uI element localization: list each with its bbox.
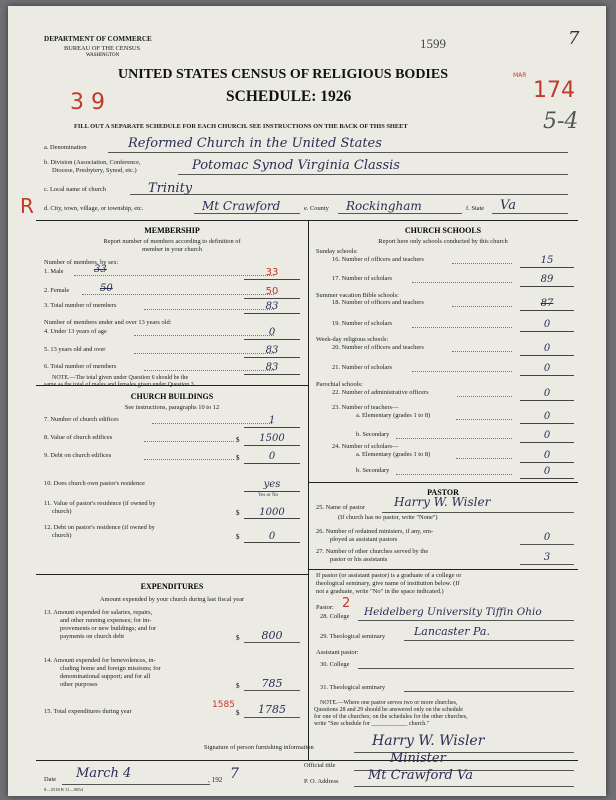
instruction-line: FILL OUT A SEPARATE SCHEDULE FOR EACH CHURCH. SEE INSTRUCTIONS ON THE BACK OF THIS SHEET	[74, 123, 408, 130]
q24b-row: b. Secondary 0	[356, 467, 576, 481]
q15-red-value: 1585	[212, 700, 235, 710]
q10-residence-row: 10. Does church own pastor's residence yes Yes or No	[44, 480, 304, 494]
schedule-title: SCHEDULE: 1926	[226, 88, 352, 105]
red-stamp: MAR	[513, 72, 527, 79]
red-r-mark: R	[20, 194, 34, 218]
q7-edifices-row: 7. Number of church edifices 1	[44, 416, 304, 430]
membership-intro-1: Report number of members according to definition of	[103, 238, 241, 245]
q19-row: 19. Number of scholars 0	[332, 320, 576, 334]
pastor-red-mark: 2	[342, 596, 351, 611]
local-name-value: Trinity	[148, 181, 193, 196]
q24-label: 24. Number of scholars—	[332, 443, 399, 450]
age-intro: Number of members under and over 13 years old:	[44, 319, 172, 326]
division-label-1: b. Division (Association, Conference,	[44, 159, 141, 166]
q6-total-row: 6. Total number of members 83	[44, 363, 304, 377]
q1-male-value: 33	[265, 267, 279, 278]
q19-value: 0	[543, 319, 551, 330]
city-value: Mt Crawford	[202, 199, 281, 213]
q13-label-4: payments on church debt	[60, 633, 125, 640]
bureau-name: BUREAU OF THE CENSUS	[64, 45, 141, 52]
division-label-2: Diocese, Presbytery, Synod, etc.)	[52, 167, 137, 174]
parochial-label: Parochial schools:	[316, 381, 363, 388]
q8-value-row: 8. Value of church edifices $ 1500	[44, 434, 304, 448]
q13-value: 800	[261, 629, 283, 642]
schools-intro: Report here only schools conducted by this church	[378, 238, 508, 245]
grad-intro-3: not a graduate, write "No" in the space indicated.)	[316, 588, 444, 595]
county-label: e. County	[304, 205, 329, 212]
q9-debt-row: 9. Debt on church edifices $ 0	[44, 452, 304, 466]
q7-edifices-value: 1	[268, 415, 276, 426]
q25-hint: (If church has no pastor, write "None")	[338, 514, 438, 521]
q26-label-1: 26. Number of ordained ministers, if any, em-	[316, 528, 434, 535]
year-value: 7	[230, 766, 239, 782]
state-label: f. State	[466, 205, 485, 212]
pastor-note-3: for one of the churches; on the schedules for the other churches,	[314, 714, 468, 720]
q17-row: 17. Number of scholars 89	[332, 275, 576, 289]
city-name: WASHINGTON	[86, 53, 120, 58]
signature-label: Signature of person furnishing information	[204, 744, 314, 751]
q29-label: 29. Theological seminary	[320, 633, 386, 640]
top-right-number: 7	[568, 28, 580, 49]
membership-note-1: NOTE.—The total given under Question 6 should be the	[52, 375, 189, 381]
q5-over13-row: 5. 13 years old and over 83	[44, 346, 304, 360]
q15-label: 15. Total expenditures during year	[44, 708, 132, 715]
q22-row: 22. Number of administrative officers 0	[332, 389, 576, 403]
form-footer: 8—5518 R 11—9054	[44, 787, 83, 792]
sunday-label: Sunday schools:	[316, 248, 358, 255]
local-name-label: c. Local name of church	[44, 186, 106, 193]
pastor-sublabel: Pastor:	[316, 604, 334, 611]
q3-total-row: 3. Total number of members 83	[44, 302, 304, 316]
q26-label-2: ployed as assistant pastors	[330, 536, 398, 543]
q16-row: 16. Number of officers and teachers 15	[332, 256, 576, 270]
q11-residence-value-row: 11. Value of pastor's residence (if owned by church) $ 1000	[44, 500, 304, 514]
pencil-annotation: 5-4	[543, 109, 579, 134]
q27-label-1: 27. Number of other churches served by the	[316, 548, 429, 555]
county-value: Rockingham	[346, 199, 422, 213]
q6-total-value: 83	[265, 362, 279, 373]
q24b-value: 0	[543, 466, 551, 477]
q28-label: 28. College	[320, 613, 350, 620]
form-title: UNITED STATES CENSUS OF RELIGIOUS BODIES	[118, 67, 449, 82]
po-address-label: P. O. Address	[304, 778, 339, 785]
q14-label-4: other purposes	[60, 681, 98, 688]
q23b-value: 0	[543, 430, 551, 441]
division-value: Potomac Synod Virginia Classis	[192, 158, 400, 173]
q22-value: 0	[543, 388, 551, 399]
q12-residence-debt-value: 0	[268, 531, 276, 542]
q15-value: 1785	[258, 703, 286, 716]
q9-debt-value: 0	[268, 451, 276, 462]
q5-over13-value: 83	[265, 345, 279, 356]
q21-row: 21. Number of scholars 0	[332, 364, 576, 378]
q27-label-2: pastor or his assistants	[330, 556, 388, 563]
buildings-heading: CHURCH BUILDINGS	[130, 392, 214, 401]
q24a-value: 0	[543, 450, 551, 461]
q4-under13-value: 0	[268, 327, 276, 338]
q24a-row: a. Elementary (grades 1 to 8) 0	[356, 451, 576, 465]
q8-value-value: 1500	[259, 433, 285, 444]
q31-label: 31. Theological seminary	[320, 684, 386, 691]
q4-under13-row: 4. Under 13 years of age 0	[44, 328, 304, 342]
q12-residence-debt-row: 12. Debt on pastor's residence (if owned by church) $ 0	[44, 524, 304, 538]
assistant-sublabel: Assistant pastor:	[316, 649, 359, 656]
q16-value: 15	[540, 255, 554, 266]
summer-label: Summer vacation Bible schools:	[316, 292, 399, 299]
q25-value: Harry W. Wisler	[394, 495, 491, 509]
q26-value: 0	[543, 532, 551, 543]
pastor-note-2: Questions 28 and 29 should be answered only on the schedule	[314, 707, 463, 713]
pastor-heading: PASTOR	[427, 488, 459, 497]
denomination-value: Reformed Church in the United States	[128, 136, 382, 151]
by-sex-label: Number of members, by sex:	[44, 259, 119, 266]
q2-female-value: 50	[265, 286, 279, 297]
official-title-value: Minister	[390, 751, 446, 766]
q18-row: 18. Number of officers and teachers 87	[332, 299, 576, 313]
q1-struck-value: 33	[94, 264, 107, 275]
year-prefix: , 192	[208, 776, 223, 784]
q23a-value: 0	[543, 411, 551, 422]
q2-female-row: 2. Female 50 50	[44, 287, 304, 301]
buildings-intro: See instructions, paragraphs 10 to 12	[124, 404, 220, 411]
q27-value: 3	[543, 552, 551, 563]
q17-value: 89	[540, 274, 554, 285]
weekday-label: Week-day religious schools:	[316, 336, 389, 343]
q28-value: Heidelberg University Tiffin Ohio	[364, 606, 542, 618]
membership-heading: MEMBERSHIP	[144, 226, 200, 235]
grad-intro-1: If pastor (or assistant pastor) is a graduate of a college or	[316, 572, 462, 579]
date-label: Date	[44, 776, 57, 783]
census-schedule-sheet: DEPARTMENT OF COMMERCE BUREAU OF THE CENSUS WASHINGTON 1599 7 UNITED STATES CENSUS OF RELIGIOUS BODIES SCHEDULE: 1926 3 9 MAR 174 5-4 FILL OUT A SEPARATE SCHEDULE FOR EACH CHURCH. SEE INSTRUCTIONS ON THE BACK OF THIS SHEET a. Denomination Reformed Church in the United States b. Division (Association, Conference, Diocese, Presbytery, Synod, etc.) Potomac Synod Virginia Classis c. Local name of church Trinity R d. City, town, village, or township, etc. Mt Crawford e. County Rockingham f. State Va MEMBERSHIP Report number of members according to definition of member in your church Number of members, by sex: 1. Male 33 33 2. Female 50 50 3. Total number of members 83 Number of members under and over 13 years old: 4. Under 13 years of age 0 5. 13 years old and over 83 6. Total number of members 83 NOTE.—The total given under Question 6 should be the same as the total of males and females given under Question 3. CHURCH BUILDINGS See instructions, paragraphs 10 to 12 7. Number of church edifices 1 8. Value of church edifices $ 1500 9. Debt on church edifices $ 0 10. Does church own pastor's residence yes Yes or No 11. Value of pastor's residence (if owned by church) $ 1000 12. Debt on pastor's residence (if owned by church) $ 0 EXPENDITURES Amount expended by your church during last fiscal year 13. Amount expended for salaries, repairs, and other running expenses; for im- provements or new buildings; and for payments on church debt $ 800 14. Amount expended for benevolences, in- cluding home and foreign missions; for denominational support; and for all other purposes $ 785 15. Total expenditures during year $ 1585 1785 CHURCH SCHOOLS Report here only schools conducted by this church Sunday schools: 16. Number of officers and teachers 15 17. Number of scholars 89 Summer vacation Bible schools: 18. Number of officers and teachers 87 19. Number of scholars 0 Week-day religious schools: 20. Number of officers and teachers 0 21. Number of scholars 0 Parochial schools: 22. Number of administrative officers 0 23. Number of teachers— a. Elementary (grades 1 to 8) 0 b. Secondary 0 24. Number of scholars— a. Elementary (grades 1 to 8) 0 b. Secondary 0 PASTOR 25. Name of pastor Harry W. Wisler (If church has no pastor, write "None") 26. Number of ordained ministers, if any, em- ployed as assistant pastors 0 27. Number of other churches served by the pastor or his assistants 3 If pastor (or assistant pastor) is a graduate of a college or theological seminary, give name of institution below. (If not a graduate, write "No" in the space indicated.) Pastor: 2 28. College Heidelberg University Tiffin Ohio 29. Theological seminary Lancaster Pa. Assistant pastor: 30. College 31. Theological seminary NOTE.—Where one pastor serves two or more churches, Questions 28 and 29 should be answered only on the schedule for one of the churches; on the schedules for the other churches, write "See schedule for ____________ church." Signature of person furnishing information Harry W. Wisler Official title Minister Date March 4 , 192 7 P. O. Address Mt Crawford Va 8—5518 R 11—9054	[8, 6, 606, 796]
pastor-note-4: write "See schedule for ____________ church."	[314, 721, 430, 727]
red-annotation-left: 3 9	[70, 90, 105, 115]
q1-male-row: 1. Male 33 33	[44, 268, 304, 282]
q13-label-2: and other running expenses; for im-	[60, 617, 152, 624]
rule-top	[36, 220, 578, 221]
q13-label-1: 13. Amount expended for salaries, repairs,	[44, 609, 153, 616]
date-value: March 4	[76, 766, 132, 781]
q14-value: 785	[261, 677, 283, 690]
official-title-label: Official title	[304, 762, 336, 769]
q18-value: 87	[540, 298, 554, 309]
red-annotation-right: 174	[533, 78, 575, 103]
q30-label: 30. College	[320, 661, 350, 668]
membership-intro-2: member in your church	[142, 246, 202, 253]
denomination-label: a. Denomination	[44, 144, 87, 151]
q14-label-1: 14. Amount expended for benevolences, in-	[44, 657, 156, 664]
expenditures-heading: EXPENDITURES	[140, 582, 204, 591]
department-name: DEPARTMENT OF COMMERCE	[44, 35, 152, 43]
form-number: 1599	[420, 36, 446, 51]
q3-total-value: 83	[265, 301, 279, 312]
q14-label-3: denominational support; and for all	[60, 673, 151, 680]
state-value: Va	[500, 198, 516, 213]
expenditures-intro: Amount expended by your church during last fiscal year	[99, 596, 245, 603]
schools-heading: CHURCH SCHOOLS	[404, 226, 482, 235]
q23-label: 23. Number of teachers—	[332, 404, 399, 411]
grad-intro-2: theological seminary, give name of institution below. (If	[316, 580, 460, 587]
q20-value: 0	[543, 343, 551, 354]
po-address-value: Mt Crawford Va	[368, 768, 473, 783]
q10-residence-value: yes	[263, 479, 281, 490]
q25-label: 25. Name of pastor	[316, 504, 365, 511]
q23a-row: a. Elementary (grades 1 to 8) 0	[356, 412, 576, 426]
q14-label-2: cluding home and foreign missions; for	[60, 665, 161, 672]
q23b-row: b. Secondary 0	[356, 431, 576, 445]
q2-struck-value: 50	[100, 283, 113, 294]
pastor-note-1: NOTE.—Where one pastor serves two or more churches,	[320, 700, 458, 706]
signature-value: Harry W. Wisler	[372, 733, 485, 749]
membership-note-2: same as the total of males and females given under Question 3.	[44, 382, 196, 388]
q13-label-3: provements or new buildings; and for	[60, 625, 157, 632]
q21-value: 0	[543, 363, 551, 374]
q29-value: Lancaster Pa.	[414, 625, 490, 638]
q11-residence-value: 1000	[259, 507, 285, 518]
q20-row: 20. Number of officers and teachers 0	[332, 344, 576, 358]
city-label: d. City, town, village, or township, etc.	[44, 205, 144, 212]
